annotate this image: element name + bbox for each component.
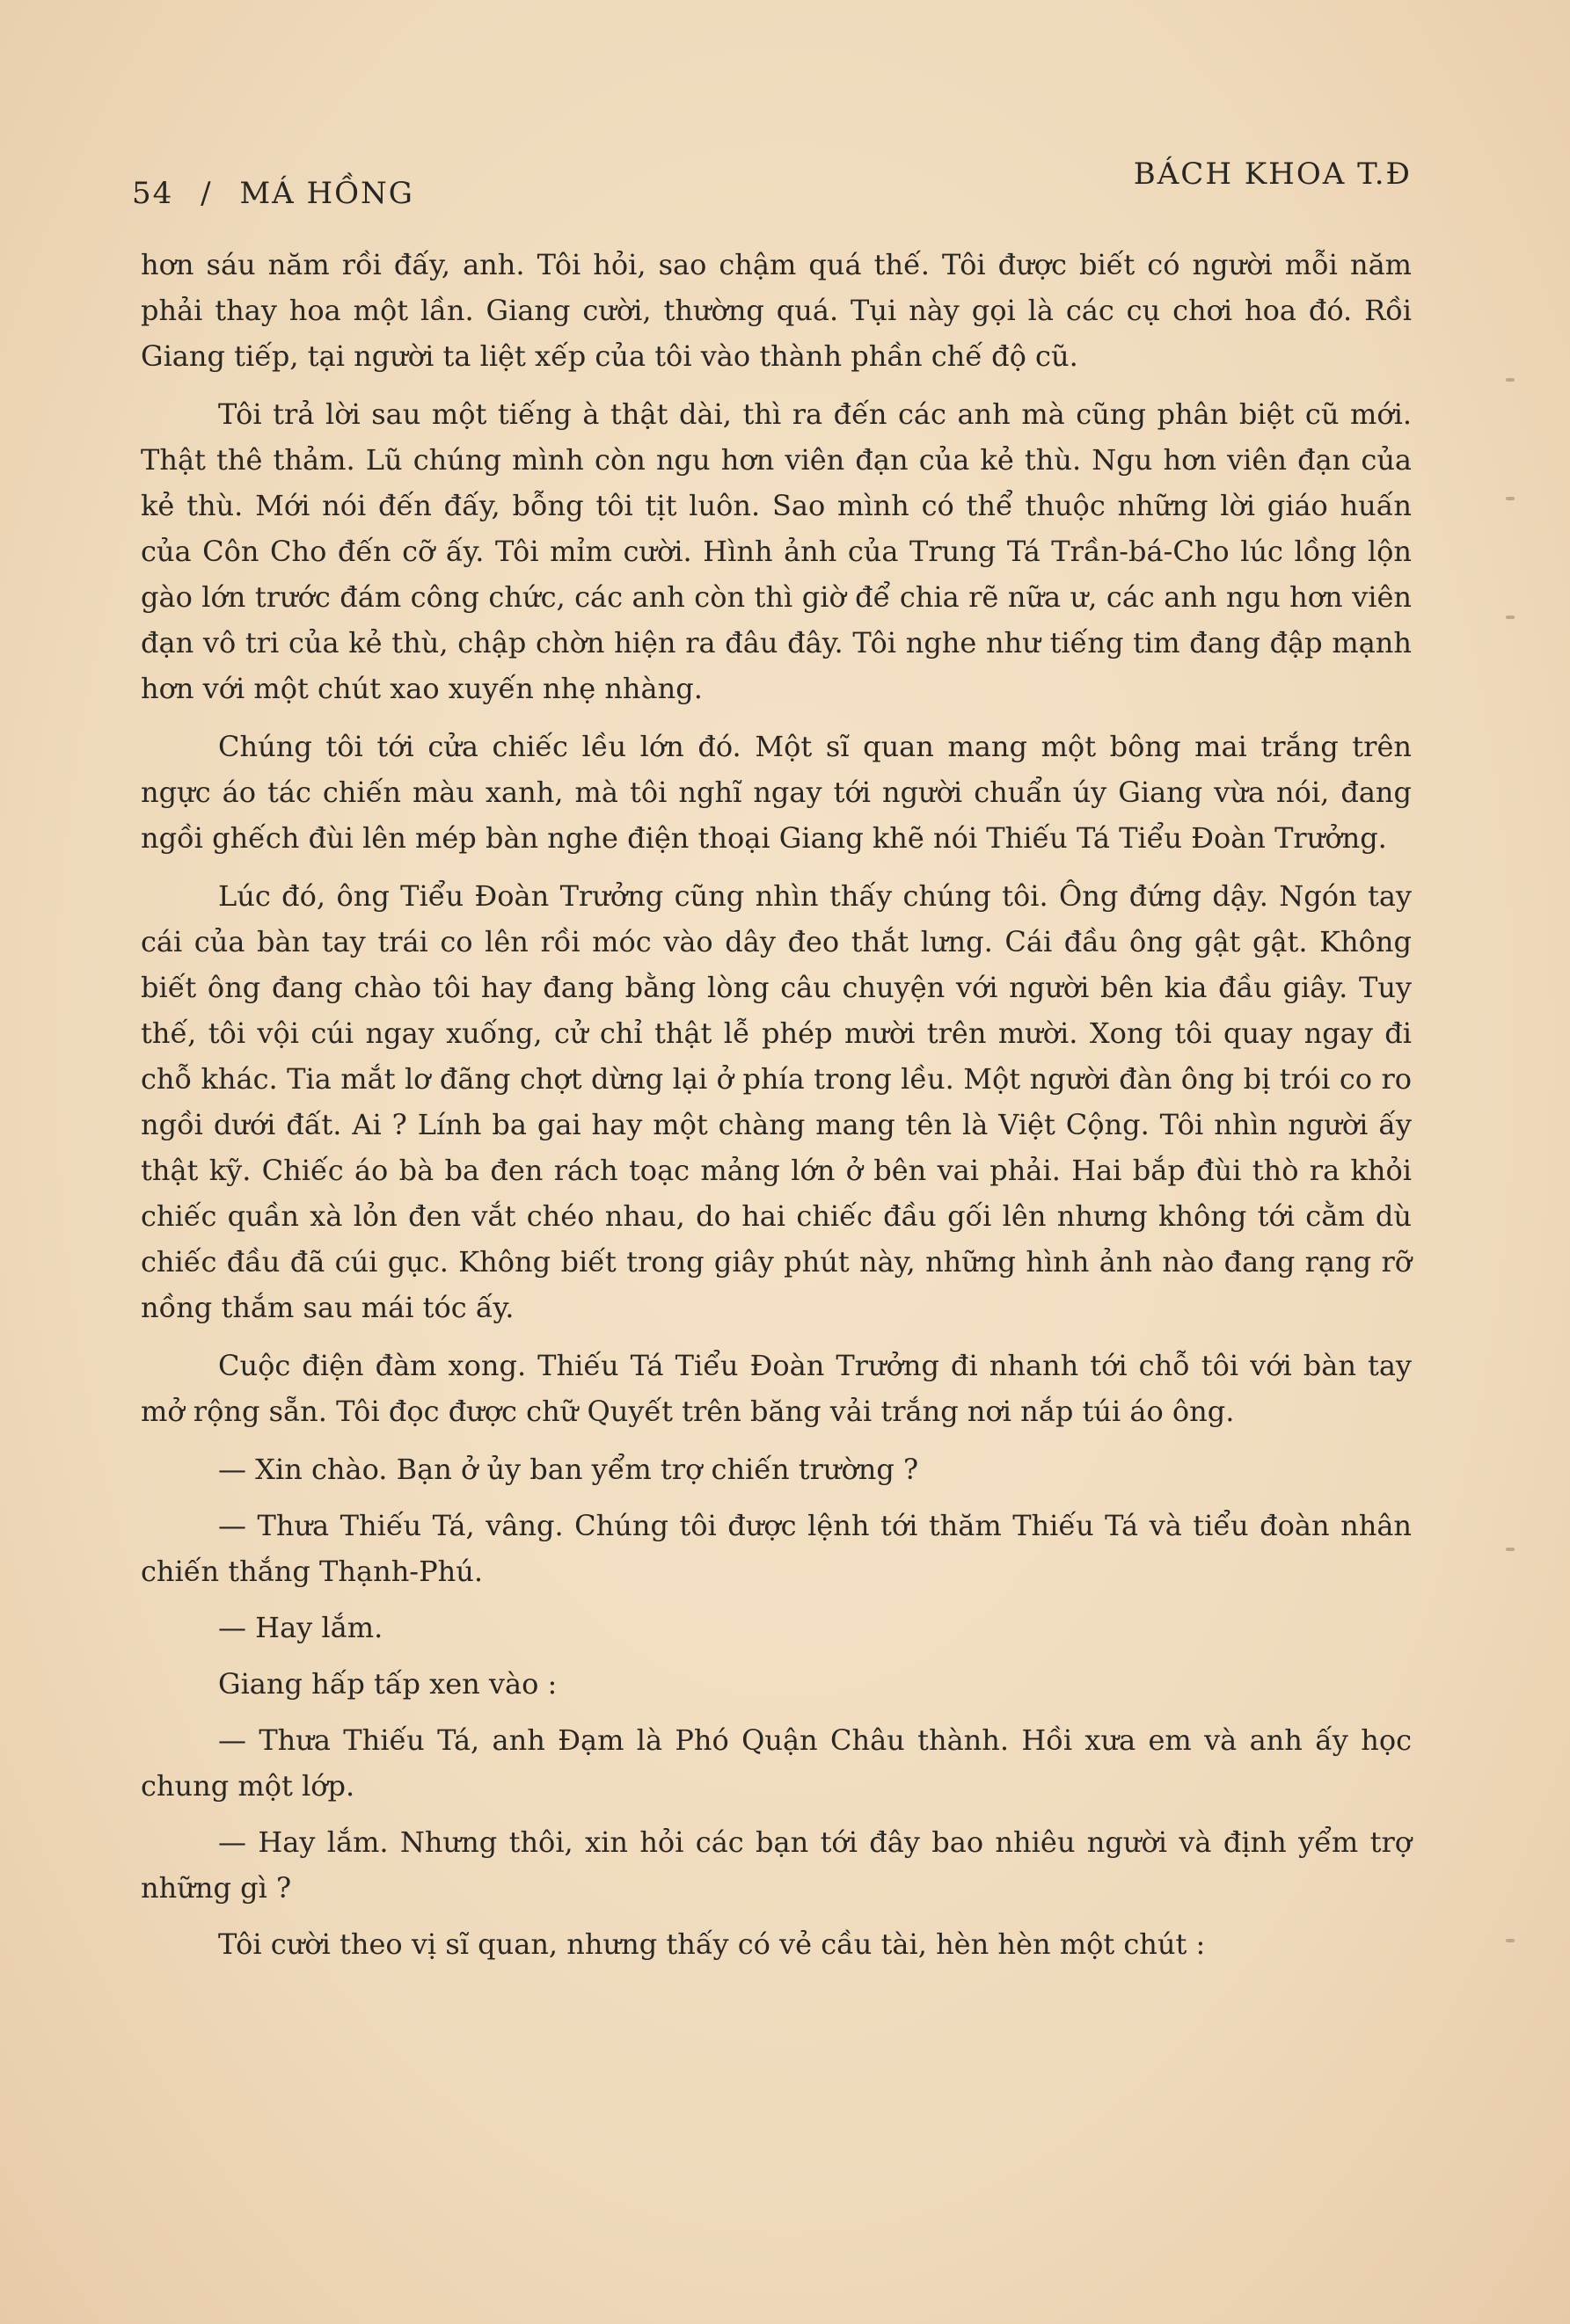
margin-speck	[1506, 1939, 1515, 1942]
paragraph: Cuộc điện đàm xong. Thiếu Tá Tiểu Đoàn Trưởng đi nhanh tới chỗ tôi với bàn tay mở rộng sẵn. Tôi đọc được chữ Quyết trên băng vải trắng nơi nắp túi áo ông.	[141, 1349, 1412, 1428]
paragraph: Lúc đó, ông Tiểu Đoàn Trưởng cũng nhìn thấy chúng tôi. Ông đứng dậy. Ngón tay cái của bàn tay trái co lên rồi móc vào dây đeo thắt lưng. Cái đầu ông gật gật. Không biết ông đang chào tôi hay đang bằng lòng câu chuyện với người bên kia đầu giây. Tuy thế, tôi vội cúi ngay xuống, cử chỉ thật lễ phép mười trên mười. Xong tôi quay ngay đi chỗ khác. Tia mắt lơ đãng chợt dừng lại ở phía trong lều. Một người đàn ông bị trói co ro ngồi dưới đất. Ai ? Lính ba gai hay một chàng mang tên là Việt Cộng. Tôi nhìn người ấy thật kỹ. Chiếc áo bà ba đen rách toạc mảng lớn ở bên vai phải. Hai bắp đùi thò ra khỏi chiếc quần xà lỏn đen vắt chéo nhau, do hai chiếc đầu gối lên nhưng không tới cằm dù chiếc đầu đã cúi gục. Không biết trong giây phút này, những hình ảnh nào đang rạng rỡ nồng thắm sau mái tóc ấy.	[141, 879, 1412, 1324]
header-left	[132, 176, 414, 211]
margin-speck	[1506, 1548, 1515, 1551]
margin-speck	[1506, 616, 1515, 619]
dialogue-line: — Thưa Thiếu Tá, vâng. Chúng tôi được lệnh tới thăm Thiếu Tá và tiểu đoàn nhân chiến thắng Thạnh-Phú.	[141, 1509, 1412, 1588]
page-number: 54	[132, 176, 174, 211]
running-title: MÁ HỒNG	[239, 176, 414, 211]
header-separator: /	[201, 176, 213, 211]
text-body	[141, 242, 1412, 1978]
dialogue-line: — Xin chào. Bạn ở ủy ban yểm trợ chiến trường ?	[218, 1453, 919, 1486]
paragraph: Chúng tôi tới cửa chiếc lều lớn đó. Một sĩ quan mang một bông mai trắng trên ngực áo tác chiến màu xanh, mà tôi nghĩ ngay tới người chuẩn úy Giang vừa nói, đang ngồi ghếch đùi lên mép bàn nghe điện thoại Giang khẽ nói Thiếu Tá Tiểu Đoàn Trưởng.	[141, 730, 1412, 855]
dialogue-line: — Hay lắm.	[218, 1611, 383, 1644]
paragraph-continuation: hơn sáu năm rồi đấy, anh. Tôi hỏi, sao chậm quá thế. Tôi được biết có người mỗi năm phải thay hoa một lần. Giang cười, thường quá. Tụi này gọi là các cụ chơi hoa đó. Rồi Giang tiếp, tại người ta liệt xếp của tôi vào thành phần chế độ cũ.	[141, 248, 1412, 373]
margin-speck	[1506, 378, 1515, 382]
page-header	[132, 157, 1412, 218]
paragraph: Giang hấp tấp xen vào :	[218, 1667, 558, 1701]
magazine-title: BÁCH KHOA T.Đ	[1133, 157, 1412, 192]
dialogue-line: — Hay lắm. Nhưng thôi, xin hỏi các bạn tới đây bao nhiêu người và định yểm trợ những gì ?	[141, 1825, 1412, 1905]
dialogue-line: — Thưa Thiếu Tá, anh Đạm là Phó Quận Châu thành. Hồi xưa em và anh ấy học chung một lớp.	[141, 1723, 1412, 1803]
paragraph: Tôi cười theo vị sĩ quan, nhưng thấy có vẻ cầu tài, hèn hèn một chút :	[218, 1927, 1206, 1961]
margin-speck	[1506, 497, 1515, 500]
paragraph: Tôi trả lời sau một tiếng à thật dài, thì ra đến các anh mà cũng phân biệt cũ mới. Thật thê thảm. Lũ chúng mình còn ngu hơn viên đạn của kẻ thù. Ngu hơn viên đạn của kẻ thù. Mới nói đến đấy, bỗng tôi tịt luôn. Sao mình có thể thuộc những lời giáo huấn của Côn Cho đến cỡ ấy. Tôi mỉm cười. Hình ảnh của Trung Tá Trần-bá-Cho lúc lồng lộn gào lớn trước đám công chức, các anh còn thì giờ để chia rẽ nữa ư, các anh ngu hơn viên đạn vô tri của kẻ thù, chập chờn hiện ra đâu đây. Tôi nghe như tiếng tim đang đập mạnh hơn với một chút xao xuyến nhẹ nhàng.	[141, 397, 1412, 705]
